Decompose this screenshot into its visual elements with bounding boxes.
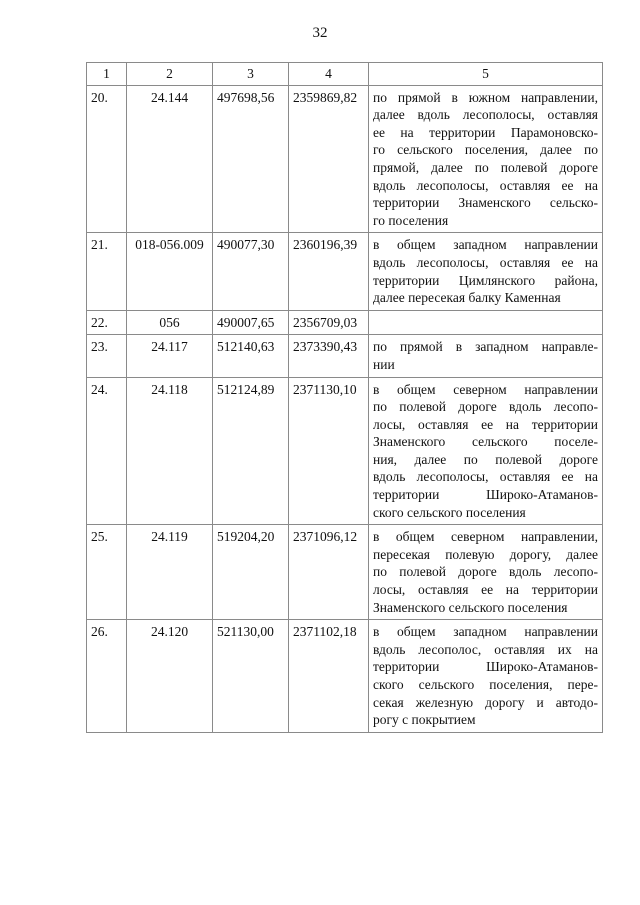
column-header-1: 1 [87, 63, 127, 86]
table-row [87, 233, 603, 310]
route-description-cell [369, 85, 603, 233]
row-number-cell: 23. [87, 335, 127, 377]
column-header-3: 3 [213, 63, 289, 86]
description-line: территории Широко-Атаманов- [373, 487, 598, 503]
y-coordinate-cell: 2360196,39 [289, 233, 369, 310]
row-number-cell: 26. [87, 620, 127, 733]
description-line: Знаменского сельского поселения [373, 599, 568, 615]
point-id-cell: 24.119 [127, 525, 213, 620]
x-coordinate-cell: 512124,89 [213, 377, 289, 525]
description-line: ского сельского поселения [373, 504, 526, 520]
row-number-cell: 20. [87, 85, 127, 233]
description-line: по полевой дороге вдоль лесопо- [373, 399, 598, 415]
description-line: по прямой в западном направле- [373, 339, 598, 355]
description-line: го поселения [373, 212, 449, 228]
x-coordinate-cell: 490077,30 [213, 233, 289, 310]
row-number-cell: 25. [87, 525, 127, 620]
y-coordinate-cell: 2373390,43 [289, 335, 369, 377]
description-line: вдоль лесополосы, оставляя ее на [373, 177, 598, 193]
point-id-cell: 24.118 [127, 377, 213, 525]
description-line: го сельского поселения, далее по [373, 142, 598, 158]
description-line: далее вдоль лесополосы, оставляя [373, 107, 598, 123]
table-row [87, 335, 603, 377]
table-row [87, 85, 603, 233]
description-line: вдоль лесополос, оставляя их на [373, 641, 598, 657]
route-description-cell [369, 620, 603, 733]
route-description-cell [369, 310, 603, 335]
boundary-coordinates-table [86, 62, 603, 733]
row-number-cell: 24. [87, 377, 127, 525]
point-id-cell: 056 [127, 310, 213, 335]
description-line: в общем западном направлении [373, 237, 598, 253]
x-coordinate-cell: 512140,63 [213, 335, 289, 377]
y-coordinate-cell: 2371130,10 [289, 377, 369, 525]
table-body [87, 85, 603, 732]
description-line: ее на территории Парамоновско- [373, 124, 598, 140]
point-id-cell: 24.120 [127, 620, 213, 733]
description-line: по прямой в южном направлении, [373, 89, 598, 105]
description-line: ского сельского поселения, пере- [373, 677, 598, 692]
description-line: территории Знаменского сельско- [373, 195, 598, 211]
description-line: территории Цимлянского района, [373, 272, 598, 288]
column-header-5: 5 [369, 63, 603, 86]
y-coordinate-cell: 2371096,12 [289, 525, 369, 620]
description-line: пересекая полевую дорогу, далее [373, 546, 598, 562]
row-number-cell: 21. [87, 233, 127, 310]
table-row [87, 377, 603, 525]
description-line: в общем северном направлении, [373, 529, 598, 545]
table-row [87, 620, 603, 733]
column-header-4: 4 [289, 63, 369, 86]
x-coordinate-cell: 521130,00 [213, 620, 289, 733]
description-line: лосы, оставляя ее на территории [373, 416, 598, 432]
x-coordinate-cell: 490007,65 [213, 310, 289, 335]
y-coordinate-cell: 2359869,82 [289, 85, 369, 233]
route-description-cell [369, 525, 603, 620]
y-coordinate-cell: 2371102,18 [289, 620, 369, 733]
point-id-cell: 24.144 [127, 85, 213, 233]
description-line: Знаменского сельского поселе- [373, 434, 598, 450]
description-line: вдоль лесополосы, оставляя ее на [373, 469, 598, 485]
table-row [87, 310, 603, 335]
page-number: 32 [312, 25, 328, 41]
column-header-2: 2 [127, 63, 213, 86]
x-coordinate-cell: 497698,56 [213, 85, 289, 233]
table-row [87, 525, 603, 620]
description-line: по полевой дороге вдоль лесопо- [373, 564, 598, 580]
table-header-row [87, 63, 603, 86]
description-line: вдоль лесополосы, оставляя ее на [373, 254, 598, 270]
route-description-cell [369, 377, 603, 525]
row-number-cell: 22. [87, 310, 127, 335]
description-line: ния, далее по полевой дороге [373, 451, 598, 467]
description-line: прямой, далее по полевой дороге [373, 159, 598, 175]
description-line: в общем северном направлении [373, 381, 598, 397]
route-description-cell [369, 335, 603, 377]
description-line: лосы, оставляя ее на территории [373, 582, 598, 598]
description-line: секая железную дорогу и автодо- [373, 694, 598, 710]
description-line: рогу с покрытием [373, 712, 476, 728]
description-line: территории Широко-Атаманов- [373, 659, 598, 675]
description-line: нии [373, 356, 395, 372]
y-coordinate-cell: 2356709,03 [289, 310, 369, 335]
point-id-cell: 018-056.009 [127, 233, 213, 310]
point-id-cell: 24.117 [127, 335, 213, 377]
route-description-cell [369, 233, 603, 310]
x-coordinate-cell: 519204,20 [213, 525, 289, 620]
description-line: далее пересекая балку Каменная [373, 290, 561, 306]
description-line: в общем западном направлении [373, 624, 598, 640]
